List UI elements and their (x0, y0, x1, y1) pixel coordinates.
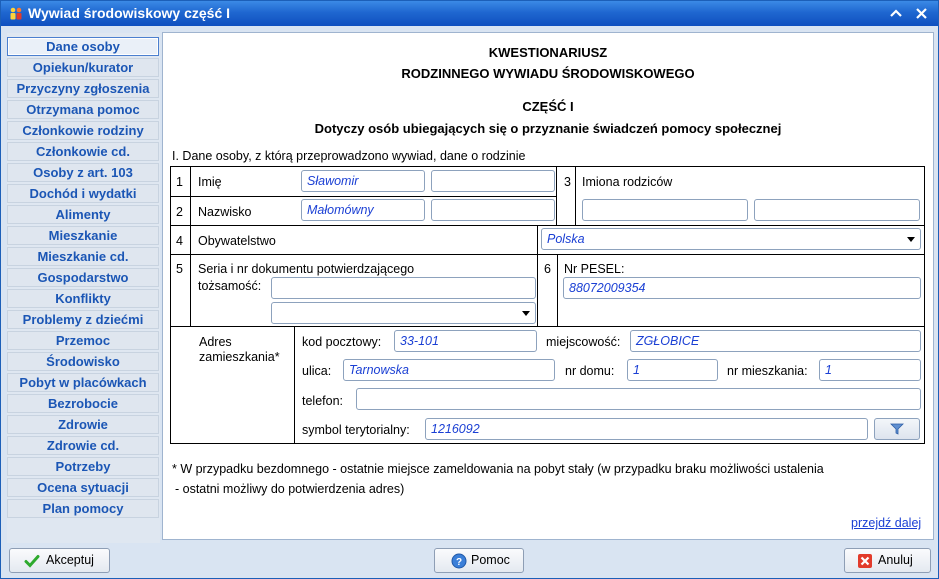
help-button-label: Pomoc (471, 553, 510, 567)
close-icon (916, 8, 927, 19)
table-border (170, 166, 925, 167)
sidebar-item-dochod[interactable]: Dochód i wydatki (7, 184, 159, 203)
table-border (170, 196, 556, 197)
sidebar-item-mieszkanie-cd[interactable]: Mieszkanie cd. (7, 247, 159, 266)
surname-input[interactable]: Małomówny (301, 199, 425, 221)
row-number: 1 (176, 175, 183, 189)
sidebar-item-problemy-z-dziecmi[interactable]: Problemy z dziećmi (7, 310, 159, 329)
table-border (924, 166, 925, 444)
sidebar-item-potrzeby[interactable]: Potrzeby (7, 457, 159, 476)
table-border (556, 166, 557, 226)
pesel-input[interactable]: 88072009354 (563, 277, 921, 299)
address-label-2: zamieszkania* (199, 350, 280, 364)
chevron-up-icon (890, 8, 902, 18)
next-link[interactable]: przejdź dalej (851, 516, 922, 530)
first-name-label: Imię (198, 175, 222, 189)
sidebar-item-plan-pomocy[interactable]: Plan pomocy (7, 499, 159, 518)
form-heading-2: RODZINNEGO WYWIADU ŚRODOWISKOWEGO (401, 66, 695, 81)
form-heading-4: Dotyczy osób ubiegających się o przyznanie świadczeń pomocy społecznej (314, 121, 782, 136)
section-label: I. Dane osoby, z którą przeprowadzono wywiad, dane o rodzinie (172, 149, 526, 163)
collapse-button[interactable] (886, 4, 906, 23)
sidebar-item-czlonkowie-cd[interactable]: Członkowie cd. (7, 142, 159, 161)
help-icon (451, 553, 467, 569)
table-border (170, 254, 925, 255)
table-border (557, 254, 558, 327)
surname-label: Nazwisko (198, 205, 252, 219)
sidebar-item-dane-osoby[interactable]: Dane osoby (7, 37, 159, 56)
row-number: 2 (176, 205, 183, 219)
chevron-down-icon (907, 237, 915, 242)
pesel-label: Nr PESEL: (564, 262, 625, 276)
row-number: 3 (564, 175, 571, 189)
postal-code-label: kod pocztowy: (302, 335, 382, 349)
citizenship-value: Polska (547, 232, 585, 246)
id-document-input[interactable] (271, 277, 536, 299)
close-button[interactable] (911, 4, 931, 23)
footnote-line-1: * W przypadku bezdomnego - ostatnie miejsce zameldowania na pobyt stały (w przypadku braku możliwości ustalenia (172, 462, 824, 476)
window-title: Wywiad środowiskowy część I (28, 5, 231, 21)
address-label: Adres (199, 335, 232, 349)
sidebar-item-mieszkanie[interactable]: Mieszkanie (7, 226, 159, 245)
cancel-icon (857, 553, 873, 569)
row-number: 4 (176, 234, 183, 248)
phone-label: telefon: (302, 394, 344, 408)
sidebar-item-przemoc[interactable]: Przemoc (7, 331, 159, 350)
bottom-toolbar (1, 543, 938, 578)
sidebar-item-gospodarstwo[interactable]: Gospodarstwo (7, 268, 159, 287)
sidebar-item-alimenty[interactable]: Alimenty (7, 205, 159, 224)
form-panel (162, 32, 934, 540)
sidebar-item-opiekun[interactable]: Opiekun/kurator (7, 58, 159, 77)
accept-button[interactable] (9, 548, 110, 573)
table-border (537, 225, 538, 327)
house-number-input[interactable]: 1 (627, 359, 718, 381)
row-number: 6 (544, 262, 551, 276)
father-name-input[interactable] (582, 199, 748, 221)
footnote-line-2: - ostatni możliwy do potwierdzenia adres) (175, 482, 405, 496)
check-icon (24, 553, 40, 569)
first-name-input[interactable]: Sławomir (301, 170, 425, 192)
help-button[interactable] (434, 548, 524, 573)
sidebar-item-pobyt[interactable]: Pobyt w placówkach (7, 373, 159, 392)
app-logo-icon (9, 7, 23, 20)
flat-number-input[interactable]: 1 (819, 359, 921, 381)
teryt-lookup-button[interactable] (874, 418, 920, 440)
table-border (170, 443, 925, 444)
id-document-label: Seria i nr dokumentu potwierdzającego (198, 262, 415, 276)
form-heading-1: KWESTIONARIUSZ (488, 45, 608, 60)
row-number: 5 (176, 262, 183, 276)
sidebar-item-srodowisko[interactable]: Środowisko (7, 352, 159, 371)
sidebar-item-osoby-art-103[interactable]: Osoby z art. 103 (7, 163, 159, 182)
citizenship-select[interactable] (541, 228, 921, 250)
sidebar-item-ocena-sytuacji[interactable]: Ocena sytuacji (7, 478, 159, 497)
filter-icon (890, 423, 904, 435)
city-label: miejscowość: (546, 335, 621, 349)
table-border (190, 166, 191, 327)
phone-input[interactable] (356, 388, 921, 410)
form-heading-3: CZĘŚĆ I (522, 99, 574, 114)
second-name-input[interactable] (431, 170, 555, 192)
house-number-label: nr domu: (565, 364, 615, 378)
postal-code-input[interactable]: 33-101 (394, 330, 537, 352)
city-input[interactable]: ZGŁOBICE (630, 330, 921, 352)
teryt-input[interactable]: 1216092 (425, 418, 868, 440)
table-border (575, 166, 576, 226)
table-border (170, 166, 171, 444)
street-label: ulica: (302, 364, 332, 378)
sidebar-item-zdrowie[interactable]: Zdrowie (7, 415, 159, 434)
citizenship-label: Obywatelstwo (198, 234, 276, 248)
title-bar (1, 1, 938, 26)
table-border (294, 326, 295, 444)
mother-name-input[interactable] (754, 199, 920, 221)
sidebar-item-otrzymana-pomoc[interactable]: Otrzymana pomoc (7, 100, 159, 119)
surname-second-input[interactable] (431, 199, 555, 221)
cancel-button-label: Anuluj (878, 553, 913, 567)
table-border (170, 225, 925, 226)
sidebar-item-przyczyny[interactable]: Przyczyny zgłoszenia (7, 79, 159, 98)
flat-number-label: nr mieszkania: (727, 364, 808, 378)
accept-button-label: Akceptuj (46, 553, 94, 567)
sidebar-item-czlonkowie-rodziny[interactable]: Członkowie rodziny (7, 121, 159, 140)
svg-text:?: ? (455, 557, 463, 568)
sidebar-item-bezrobocie[interactable]: Bezrobocie (7, 394, 159, 413)
sidebar-item-konflikty[interactable]: Konflikty (7, 289, 159, 308)
sidebar-nav (7, 33, 160, 543)
street-input[interactable]: Tarnowska (343, 359, 555, 381)
chevron-down-icon (522, 311, 530, 316)
id-document-label-2: tożsamość: (198, 279, 262, 293)
parents-names-label: Imiona rodziców (582, 175, 673, 189)
teryt-label: symbol terytorialny: (302, 423, 410, 437)
sidebar-item-zdrowie-cd[interactable]: Zdrowie cd. (7, 436, 159, 455)
table-border (170, 326, 925, 327)
id-document-type-select[interactable] (271, 302, 536, 324)
cancel-button[interactable] (844, 548, 931, 573)
